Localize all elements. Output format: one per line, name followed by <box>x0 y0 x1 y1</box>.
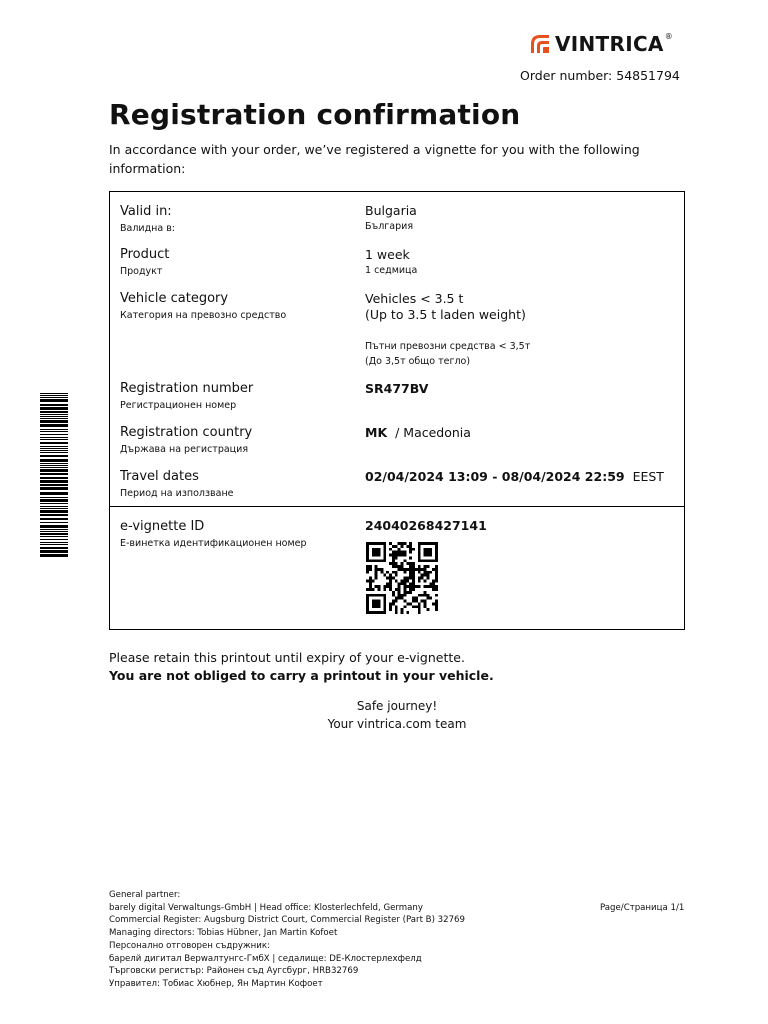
registered-mark: ® <box>664 31 673 41</box>
footer-line: Персонално отговорен съдружник: <box>109 940 270 951</box>
registration-number-value: SR477BV <box>365 381 429 396</box>
footer-line: Управител: Тобиас Хюбнер, Ян Мартин Кофоет <box>109 978 323 989</box>
legal-footer <box>109 889 465 991</box>
vehicle-category-value: Vehicles < 3.5 t <box>365 291 464 306</box>
evignette-id-value: 24040268427141 <box>365 518 487 533</box>
travel-dates-value <box>365 469 664 484</box>
vignette-details-box <box>109 191 685 630</box>
footer-line: барелй дигитал Верwалтунгс-ГмбХ | седалище: DE-Клостерлехфелд <box>109 953 422 964</box>
valid-in-value-bg: България <box>365 221 414 232</box>
travel-dates-timezone: EEST <box>632 469 664 484</box>
registration-number-label: Registration number <box>120 381 254 396</box>
order-number: Order number: 54851794 <box>520 68 680 83</box>
page-title: Registration confirmation <box>109 98 521 131</box>
footer-line: General partner: <box>109 890 181 900</box>
vintrica-logo <box>530 32 673 56</box>
registration-country-label: Registration country <box>120 425 253 440</box>
page-number: Page/Страница 1/1 <box>600 903 685 913</box>
footer-line: Commercial Register: Augsburg District Court, Commercial Register (Part B) 32769 <box>109 915 465 926</box>
footer-line: barely digital Verwaltungs-GmbH | Head office: Klosterlechfeld, Germany <box>109 902 423 913</box>
vehicle-category-value-bg: Пътни превозни средства < 3,5т <box>365 341 531 352</box>
footer-line: Търговски регистър: Районен съд Аугсбург, HRB32769 <box>109 966 359 977</box>
registration-country-name: / Macedonia <box>395 425 471 440</box>
registration-number-label-bg: Регистрационен номер <box>120 400 237 411</box>
vehicle-category-label-bg: Категория на превозно средство <box>120 310 287 321</box>
retain-notice: Please retain this printout until expiry of your e-vignette. <box>109 650 465 665</box>
registration-country-value <box>365 425 471 440</box>
travel-dates-label: Travel dates <box>120 469 199 484</box>
qr-code-icon <box>364 542 440 614</box>
vehicle-category-value-bg-note: (До 3,5т общо тегло) <box>365 356 471 367</box>
valid-in-label: Valid in: <box>120 204 172 219</box>
registration-country-label-bg: Държава на регистрация <box>120 444 249 455</box>
travel-dates-label-bg: Период на използване <box>120 488 234 499</box>
footer-line: Managing directors: Tobias Hübner, Jan Martin Kofoet <box>109 928 338 939</box>
intro-text: In accordance with your order, we’ve registered a vignette for you with the following information: <box>109 142 640 176</box>
evignette-id-label: e-vignette ID <box>120 519 205 534</box>
section-divider <box>110 506 684 507</box>
barcode-icon <box>40 393 68 557</box>
registration-country-code: MK <box>365 425 388 440</box>
vehicle-category-value-note: (Up to 3.5 t laden weight) <box>365 307 526 322</box>
valid-in-value: Bulgaria <box>365 203 417 218</box>
travel-dates-range: 02/04/2024 13:09 - 08/04/2024 22:59 <box>365 469 625 484</box>
not-obliged-notice: You are not obliged to carry a printout in your vehicle. <box>109 668 494 683</box>
closing-signature: Your vintrica.com team <box>327 717 467 731</box>
vehicle-category-label: Vehicle category <box>120 291 229 306</box>
product-label-bg: Продукт <box>120 266 163 277</box>
valid-in-label-bg: Валидна в: <box>120 223 176 234</box>
product-value-bg: 1 седмица <box>365 265 418 276</box>
evignette-id-label-bg: Е-винетка идентификационен номер <box>120 538 307 549</box>
product-value: 1 week <box>365 247 410 262</box>
product-label: Product <box>120 247 170 262</box>
vintrica-logo-icon <box>530 34 550 54</box>
brand-name: VINTRICA <box>555 32 664 56</box>
closing-greeting: Safe journey! <box>356 699 438 713</box>
